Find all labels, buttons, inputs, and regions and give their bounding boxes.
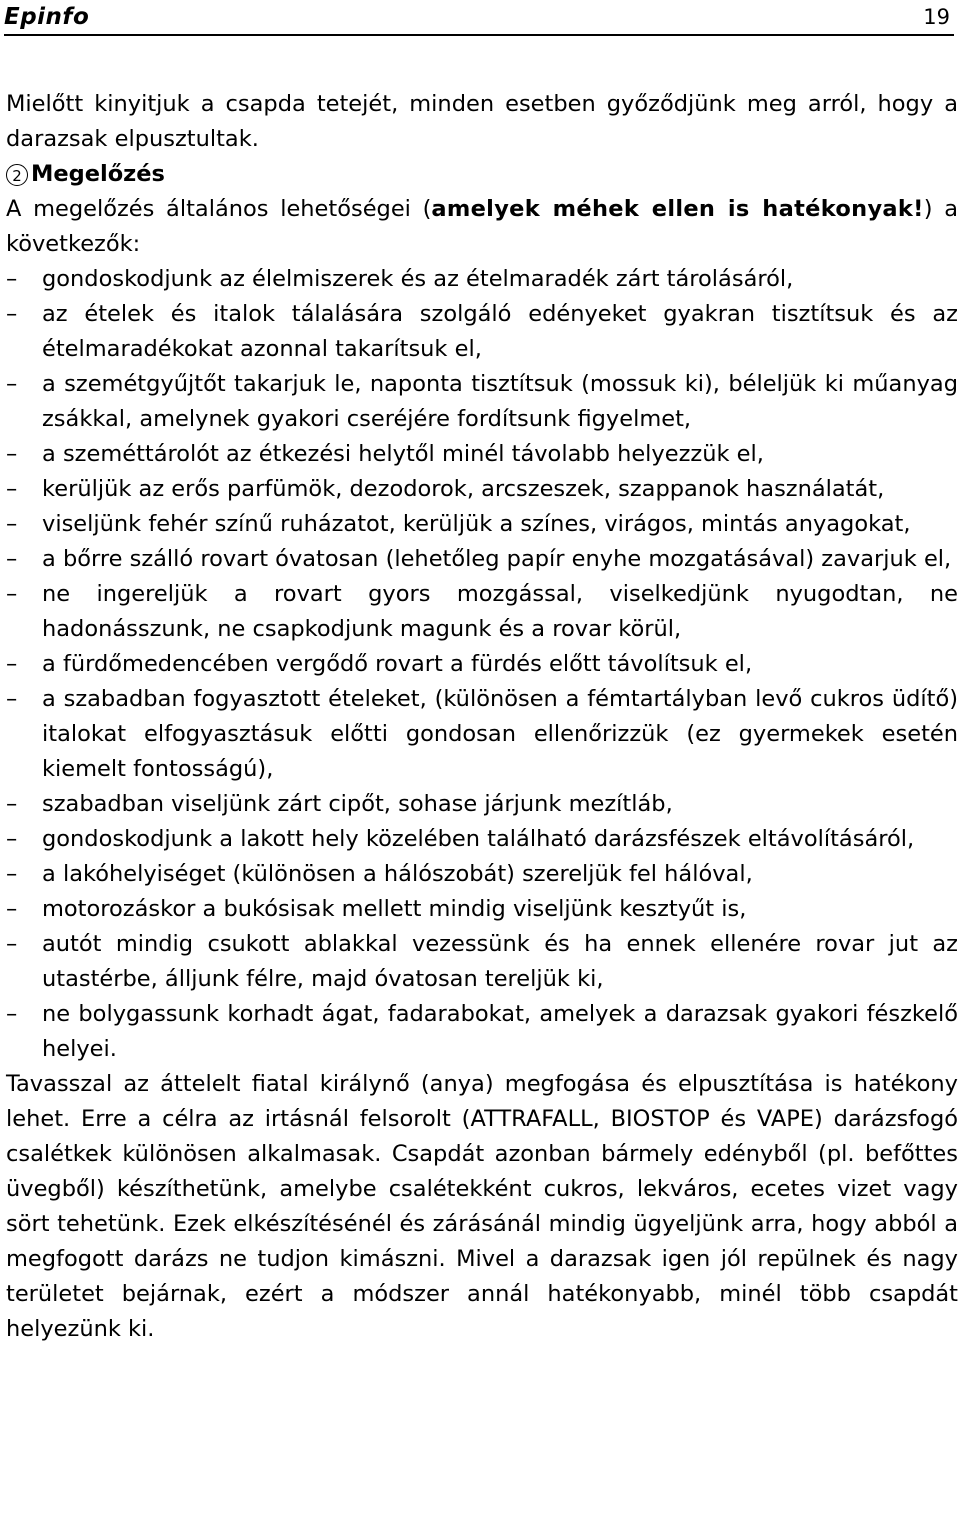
- list-item: [6, 367, 958, 437]
- prevention-list: [6, 262, 958, 1067]
- list-item: [6, 507, 958, 542]
- list-item-text: gondoskodjunk az élelmiszerek és az ételmaradék zárt tárolásáról,: [42, 266, 794, 292]
- section-number-badge: 2: [6, 164, 28, 186]
- list-item-text: a szabadban fogyasztott ételeket, (különösen a fémtartályban levő cukros üdítő) italokat elfogyasztásuk előtti gondosan ellenőrizzük (ez gyermekek esetén kiemelt fontosságú),: [42, 686, 958, 782]
- list-item: [6, 997, 958, 1067]
- list-item-text: az ételek és italok tálalására szolgáló edényeket gyakran tisztítsuk és az ételmaradékokat azonnal takarítsuk el,: [42, 301, 958, 362]
- dash-bullet-icon: –: [6, 826, 18, 852]
- dash-bullet-icon: –: [6, 476, 18, 502]
- list-item-text: ne ingereljük a rovart gyors mozgással, viselkedjünk nyugodtan, ne hadonásszunk, ne csapkodjunk magunk és a rovar körül,: [42, 581, 958, 642]
- list-item-text: a szeméttárolót az étkezési helytől minél távolabb helyezzük el,: [42, 441, 764, 467]
- dash-bullet-icon: –: [6, 896, 18, 922]
- section-heading: [6, 157, 958, 192]
- page-body: [6, 87, 958, 1347]
- list-item-text: autót mindig csukott ablakkal vezessünk és ha ennek ellenére rovar jut az utastérbe, álljunk félre, majd óvatosan tereljük ki,: [42, 931, 958, 992]
- list-item-text: szabadban viseljünk zárt cipőt, sohase járjunk mezítláb,: [42, 791, 673, 817]
- dash-bullet-icon: –: [6, 1001, 18, 1027]
- brand-logo: Epinfo: [4, 4, 90, 30]
- list-item-text: viseljünk fehér színű ruházatot, kerüljük a színes, virágos, mintás anyagokat,: [42, 511, 911, 537]
- list-item-text: a fürdőmedencében vergődő rovart a fürdés előtt távolítsuk el,: [42, 651, 753, 677]
- dash-bullet-icon: –: [6, 931, 18, 957]
- list-item-text: a szemétgyűjtőt takarjuk le, naponta tisztítsuk (mossuk ki), béleljük ki műanyag zsákkal, amelynek gyakori cseréjére fordítsunk figyelmet,: [42, 371, 958, 432]
- dash-bullet-icon: –: [6, 861, 18, 887]
- list-item: [6, 787, 958, 822]
- section-title: Megelőzés: [31, 161, 165, 187]
- page-header: [4, 2, 954, 36]
- list-item-text: ne bolygassunk korhadt ágat, fadarabokat, amelyek a darazsak gyakori fészkelő helyei.: [42, 1001, 958, 1062]
- list-item: [6, 682, 958, 787]
- list-item-text: gondoskodjunk a lakott hely közelében található darázsfészek eltávolításáról,: [42, 826, 915, 852]
- dash-bullet-icon: –: [6, 546, 18, 572]
- dash-bullet-icon: –: [6, 301, 18, 327]
- list-item: [6, 437, 958, 472]
- lead-text-after: ) a következők:: [6, 196, 958, 257]
- dash-bullet-icon: –: [6, 581, 18, 607]
- page-number: 19: [923, 5, 950, 29]
- dash-bullet-icon: –: [6, 686, 18, 712]
- list-item: [6, 262, 958, 297]
- list-item: [6, 647, 958, 682]
- list-item-text: a bőrre szálló rovart óvatosan (lehetőleg papír enyhe mozgatásával) zavarjuk el,: [42, 546, 952, 572]
- closing-paragraph: Tavasszal az áttelelt fiatal királynő (anya) megfogása és elpusztítása is hatékony lehet. Erre a célra az irtásnál felsorolt (ATTRAFALL, BIOSTOP és VAPE) darázsfogó csalétkek különösen alkalmasak. Csapdát azonban bármely edényből (pl. befőttes üvegből) készíthetünk, amelybe csalétekként cukros, lekváros, ecetes vizet vagy sört tehetünk. Ezek elkészítésénél és zárásánál mindig ügyeljünk arra, hogy abból a megfogott darázs ne tudjon kimászni. Mivel a darazsak igen jól repülnek és nagy területet bejárnak, ezért a módszer annál hatékonyabb, minél több csapdát helyezünk ki.: [6, 1071, 958, 1342]
- lead-paragraph: [6, 192, 958, 262]
- dash-bullet-icon: –: [6, 266, 18, 292]
- dash-bullet-icon: –: [6, 511, 18, 537]
- list-item: [6, 297, 958, 367]
- list-item: [6, 472, 958, 507]
- lead-text-before: A megelőzés általános lehetőségei (: [6, 196, 432, 222]
- list-item: [6, 542, 958, 577]
- list-item: [6, 857, 958, 892]
- list-item-text: a lakóhelyiséget (különösen a hálószobát) szereljük fel hálóval,: [42, 861, 753, 887]
- dash-bullet-icon: –: [6, 441, 18, 467]
- list-item: [6, 927, 958, 997]
- list-item: [6, 892, 958, 927]
- dash-bullet-icon: –: [6, 371, 18, 397]
- list-item-text: motorozáskor a bukósisak mellett mindig viseljünk kesztyűt is,: [42, 896, 747, 922]
- list-item-text: kerüljük az erős parfümök, dezodorok, arcszeszek, szappanok használatát,: [42, 476, 885, 502]
- dash-bullet-icon: –: [6, 651, 18, 677]
- lead-bold-text: amelyek méhek ellen is hatékonyak!: [431, 196, 924, 222]
- list-item: [6, 822, 958, 857]
- list-item: [6, 577, 958, 647]
- intro-paragraph: Mielőtt kinyitjuk a csapda tetejét, minden esetben győződjünk meg arról, hogy a darazsak elpusztultak.: [6, 91, 958, 152]
- dash-bullet-icon: –: [6, 791, 18, 817]
